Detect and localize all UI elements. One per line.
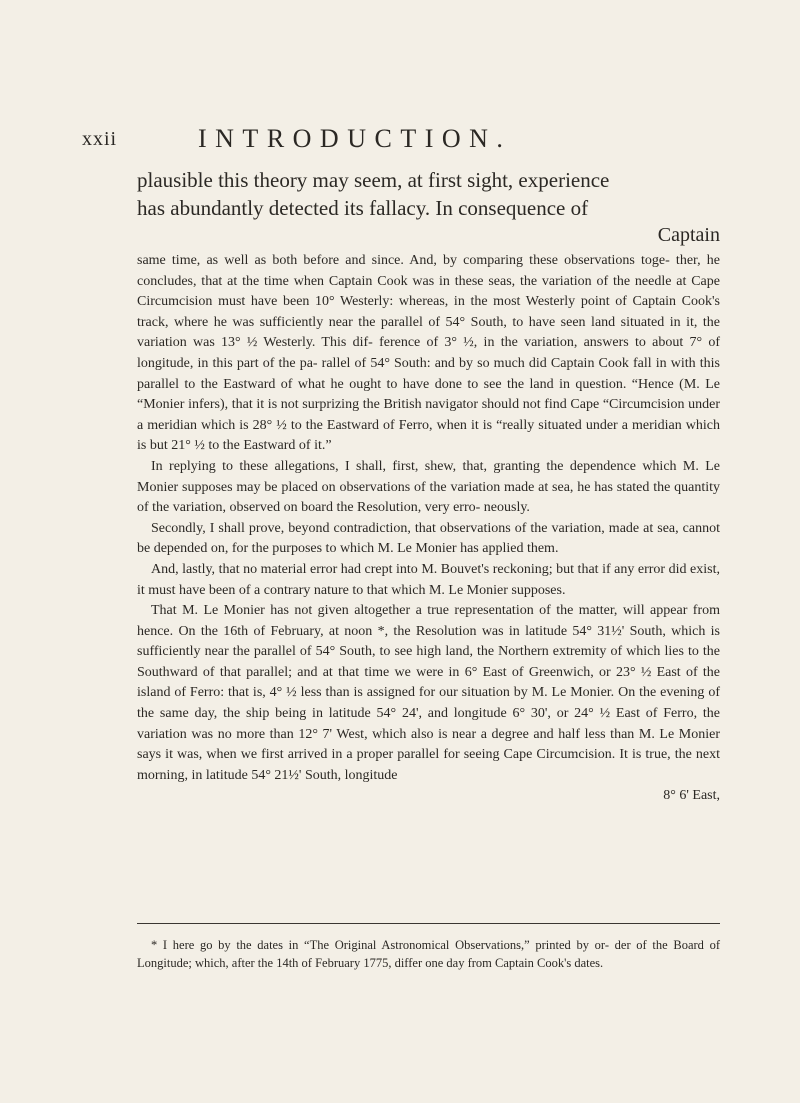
- lead-line-2: has abundantly detected its fallacy. In consequence of: [137, 196, 589, 220]
- paragraph: Secondly, I shall prove, beyond contradiction, that observations of the variation, made at sea, cannot be depended on, for the purposes to which M. Le Monier has applied them.: [137, 520, 720, 557]
- paragraph: same time, as well as both before and since. And, by comparing these observations toge- ther, he concludes, that at the time when Captain Cook was in these seas, the variation of the needle at Cape Circumcision must have been 10° Westerly: whereas, in the most Westerly point of Captain Cook's track, where he was sufficiently near the parallel of 54° South, to have seen land situated in it, the variation was 13° ½ Westerly. This dif- ference of 3° ½, in the variation, answers to about 7° of longitude, in this part of the pa- rallel of 54° South: and by so much did Captain Cook fall in with this parallel to the Eastward of what he ought to have done to see the land in question. “Hence (M. Le “Monier infers), that it is not surprizing the British navigator should not find Cape “Circumcision under a meridian which is 28° ½ to the Eastward of Ferro, when it is “really situated under a meridian which is but 21° ½ to the Eastward of it.”: [137, 253, 720, 454]
- running-head: INTRODUCTION.: [198, 124, 512, 153]
- lead-catchword: Captain: [657, 224, 720, 246]
- footnote-rule: [137, 923, 720, 924]
- body-text: [137, 251, 720, 807]
- paragraph: In replying to these allegations, I shall, first, shew, that, granting the dependence which M. Le Monier supposes may be placed on observations of the variation made at sea, he has stated the quantity of the variation, observed on board the Resolution, very erro- neously.: [137, 458, 720, 516]
- catchword: 8° 6' East,: [663, 788, 720, 804]
- paragraph: That M. Le Monier has not given altogether a true representation of the matter, will appear from hence. On the 16th of February, at noon *, the Resolution was in latitude 54° 31½' South, which is sufficiently near the parallel of 54° South, to see high land, the Northern extremity of which lies to the Southward of that parallel; and at that time we were in 6° East of Greenwich, or 23° ½ East of the island of Ferro: that is, 4° ½ less than is assigned for our situation by M. Le Monier. On the evening of the same day, the ship being in latitude 54° 24', and longitude 6° 30', or 24° ½ East of Ferro, the variation was no more than 12° 7' West, which also is near a degree and half less than M. Le Monier says it was, when we first arrived in a proper parallel for seeing Cape Circumcision. It is true, the next morning, in latitude 54° 21½' South, longitude: [137, 603, 720, 783]
- lead-line-1: plausible this theory may seem, at first sight, experience: [137, 168, 610, 192]
- paragraph: And, lastly, that no material error had crept into M. Bouvet's reckoning; but that if any error did exist, it must have been of a contrary nature to that which M. Le Monier supposes.: [137, 561, 720, 598]
- footnote: * I here go by the dates in “The Original Astronomical Observations,” printed by or- der of the Board of Longitude; which, after the 14th of February 1775, differ one day from Captain Cook's dates.: [137, 938, 720, 970]
- page-number: xxii: [82, 128, 118, 150]
